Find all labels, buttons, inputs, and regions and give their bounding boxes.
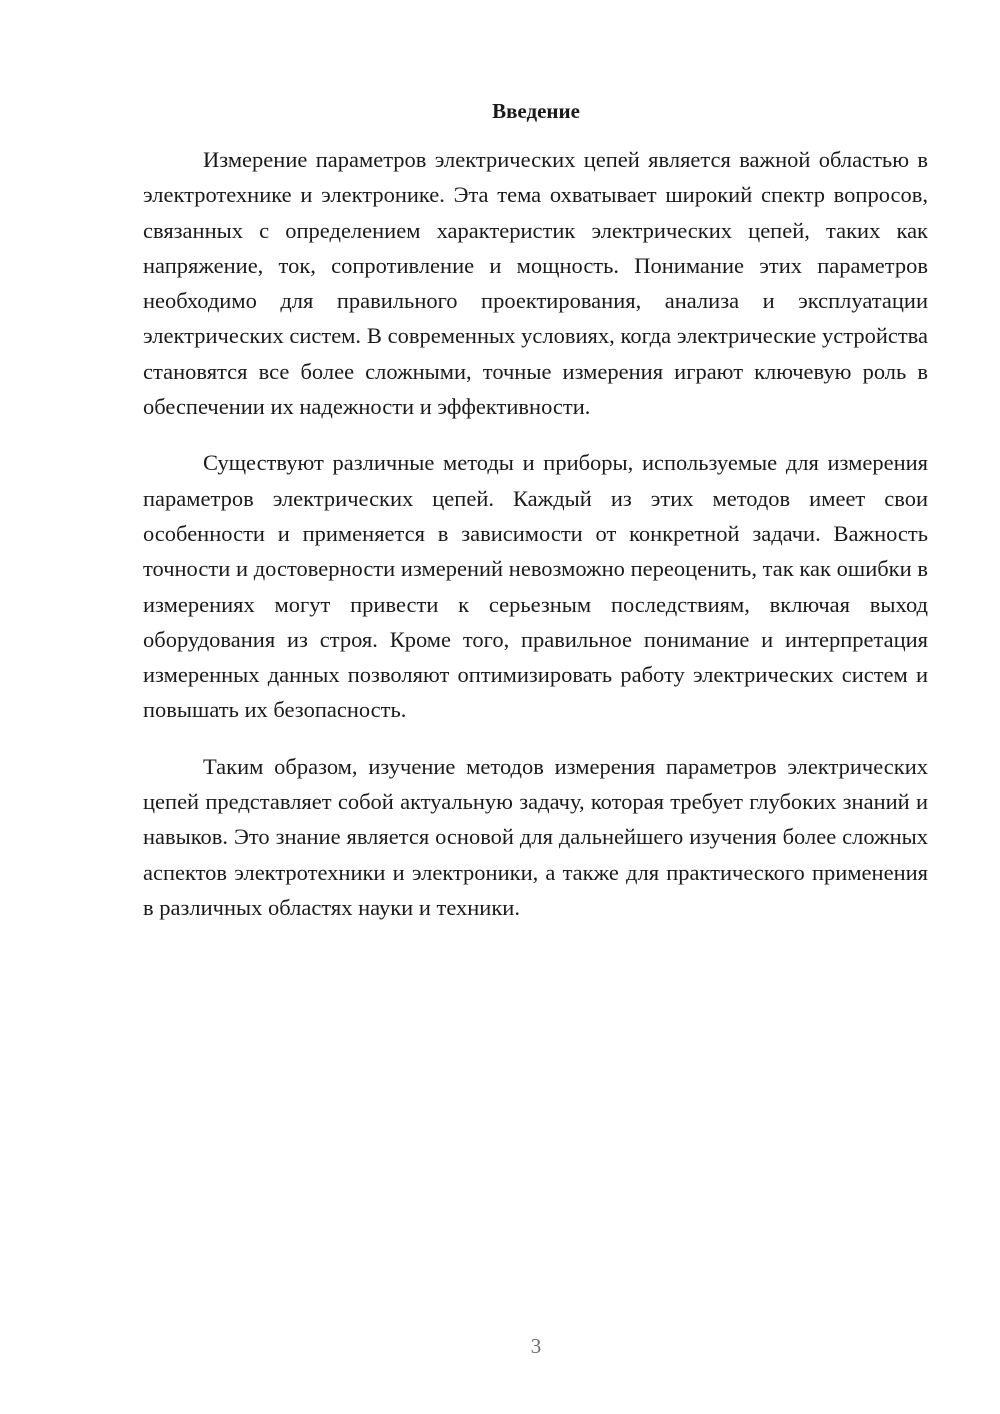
- paragraph-1: Измерение параметров электрических цепей является важной областью в электротехнике и электронике. Эта тема охватывает широкий спектр вопросов, связанных с определением характеристик электрических цепей, таких как напряжение, ток, сопротивление и мощность. Понимание этих параметров необходимо для правильного проектирования, анализа и эксплуатации электрических систем. В современных условиях, когда электрические устройства становятся все более сложными, точные измерения играют ключевую роль в обеспечении их надежности и эффективности.: [143, 147, 928, 420]
- paragraph-3: Таким образом, изучение методов измерения параметров электрических цепей представляет собой актуальную задачу, которая требует глубоких знаний и навыков. Это знание является основой для дальнейшего изучения более сложных аспектов электротехники и электроники, а также для практического применения в различных областях науки и техники.: [143, 753, 928, 920]
- page-title: Введение: [492, 99, 580, 123]
- page-number: 3: [530, 1334, 542, 1358]
- body-text: [143, 142, 928, 946]
- paragraph-2: Существуют различные методы и приборы, используемые для измерения параметров электрических цепей. Каждый из этих методов имеет свои особенности и применяется в зависимости от конкретной задачи. Важность точности и достоверности измерений невозможно переоценить, так как ошибки в измерениях могут привести к серьезным последствиям, включая выход оборудования из строя. Кроме того, правильное понимание и интерпретация измеренных данных позволяют оптимизировать работу электрических систем и повышать их безопасность.: [143, 450, 928, 723]
